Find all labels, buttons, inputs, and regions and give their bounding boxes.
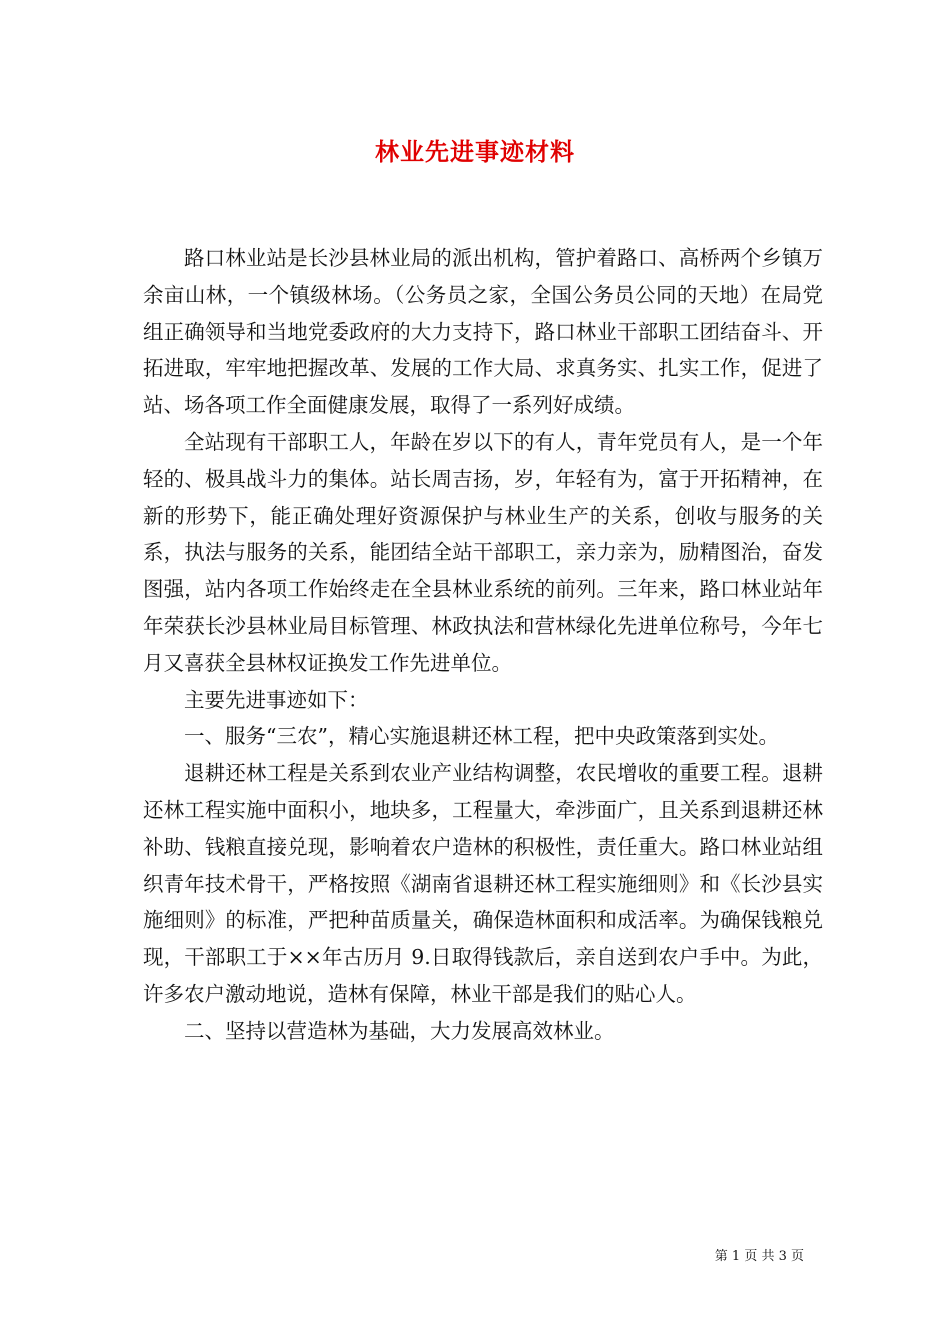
paragraph: 主要先进事迹如下：: [184, 687, 369, 712]
paragraph: 退耕还林工程是关系到农业产业结构调整，农民增收的重要工程。退耕还林工程实施中面积小，地块多，工程量大，牵涉面广，且关系到退耕还林补助、钱粮直接兑现，影响着农户造林的积极性，责任重大。路口林业站组织青年技术骨干，严格按照《湖南省退耕还林工程实施细则》和《长沙县实施细则》的标准，严把种苗质量关，确保造林面积和成活率。为确保钱粮兑现，干部职工于××年古历月 9.日取得钱款后，亲自送到农户手中。为此，许多农户激动地说，造林有保障，林业干部是我们的贴心人。: [143, 761, 823, 1006]
section-heading: 二、坚持以营造林为基础，大力发展高效林业。: [184, 1018, 615, 1043]
page-number: 第 1 页 共 3 页: [714, 1249, 804, 1264]
paragraph: 路口林业站是长沙县林业局的派出机构，管护着路口、高桥两个乡镇万余亩山林，一个镇级林场。（公务员之家，全国公务员公同的天地）在局党组正确领导和当地党委政府的大力支持下，路口林业干部职工团结奋斗、开拓进取，牢牢地把握改革、发展的工作大局、求真务实、扎实工作，促进了站、场各项工作全面健康发展，取得了一系列好成绩。: [143, 246, 823, 418]
document-title: 林业先进事迹材料: [375, 137, 575, 166]
paragraph: 全站现有干部职工人，年龄在岁以下的有人，青年党员有人，是一个年轻的、极具战斗力的集体。站长周吉扬，岁，年轻有为，富于开拓精神，在新的形势下，能正确处理好资源保护与林业生产的关系，创收与服务的关系，执法与服务的关系，能团结全站干部职工，亲力亲为，励精图治，奋发图强，站内各项工作始终走在全县林业系统的前列。三年来，路口林业站年年荣获长沙县林业局目标管理、林政执法和营林绿化先进单位称号，今年七月又喜获全县林权证换发工作先进单位。: [143, 429, 823, 675]
document-body: [143, 240, 823, 1050]
section-heading: 一、服务“三农”，精心实施退耕还林工程，把中央政策落到实处。: [184, 724, 779, 749]
